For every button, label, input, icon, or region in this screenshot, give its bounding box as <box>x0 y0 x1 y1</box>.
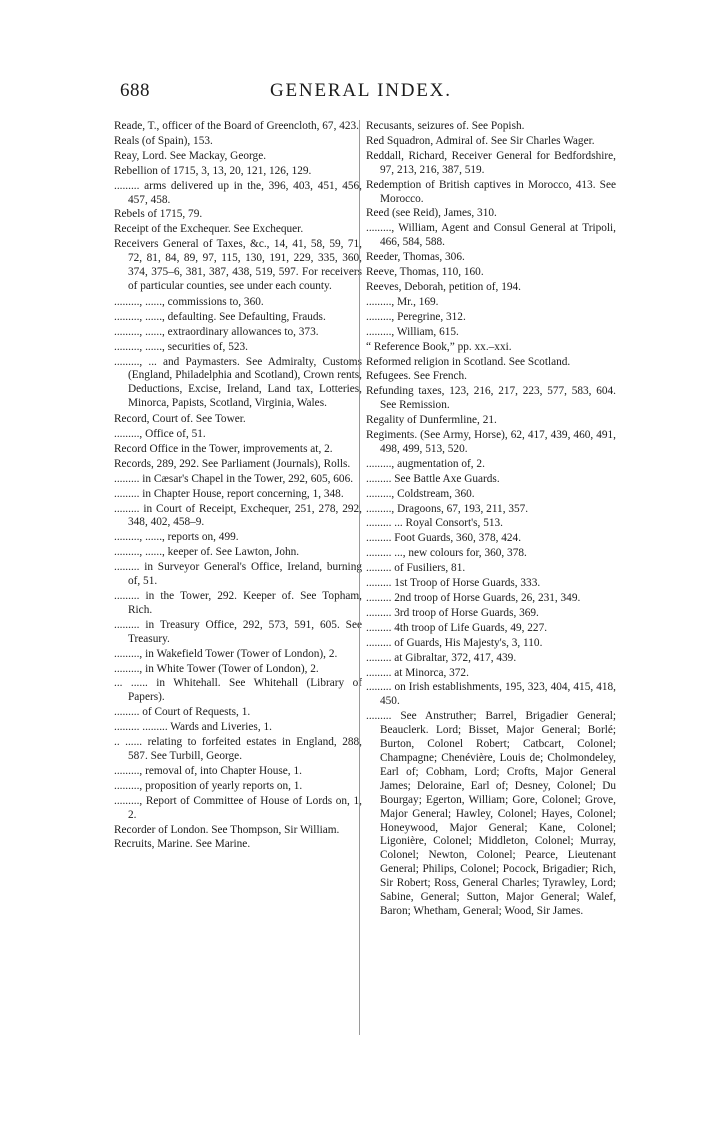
index-entry: ......... ... Royal Consort's, 513. <box>366 517 503 530</box>
index-entry: ......... of Fusiliers, 81. <box>366 562 466 575</box>
index-entry: Reay, Lord. See Mackay, George. <box>114 149 267 162</box>
index-entry: ........., ......, defaulting. See Defaulting, Frauds. <box>114 310 326 323</box>
column-divider <box>359 120 360 1035</box>
index-entry: ......... in Cæsar's Chapel in the Tower, 292, 605, 606. <box>114 472 354 485</box>
index-entry: ........., in Wakefield Tower (Tower of London), 2. <box>114 647 338 660</box>
index-entry: ........., William, Agent and Consul General at Tripoli, 466, 584, 588. <box>366 222 616 249</box>
index-entry: Records, 289, 292. See Parliament (Journals), Rolls. <box>114 457 351 470</box>
index-entry: Rebels of 1715, 79. <box>114 208 203 221</box>
index-entry: ........., Peregrine, 312. <box>366 310 466 323</box>
index-entry: Reformed religion in Scotland. See Scotland. <box>366 355 571 368</box>
index-entry: ......... ......... Wards and Liveries, 1. <box>114 721 272 734</box>
index-entry: ........., removal of, into Chapter House, 1. <box>114 764 302 777</box>
index-entry: ........., Coldstream, 360. <box>366 487 475 500</box>
index-entry: ......... Foot Guards, 360, 378, 424. <box>366 532 522 545</box>
index-entry: ......... 1st Troop of Horse Guards, 333. <box>366 577 541 590</box>
index-entry: ........., Report of Committee of House of Lords on, 1, 2. <box>114 794 362 821</box>
index-entry: Rebellion of 1715, 3, 13, 20, 121, 126, 129. <box>114 164 312 177</box>
index-entry: ........., in White Tower (Tower of London), 2. <box>114 662 319 675</box>
index-entry: ........., augmentation of, 2. <box>366 457 485 470</box>
index-entry: ......... arms delivered up in the, 396, 403, 451, 456, 457, 458. <box>114 179 362 206</box>
index-entry: ......... of Guards, His Majesty's, 3, 110. <box>366 636 543 649</box>
index-entry: Reeves, Deborah, petition of, 194. <box>366 280 521 293</box>
index-column-left <box>114 120 362 853</box>
index-entry: ......... at Minorca, 372. <box>366 666 469 679</box>
index-entry: Reddall, Richard, Receiver General for Bedfordshire, 97, 213, 216, 387, 519. <box>366 149 616 176</box>
index-entry: Recorder of London. See Thompson, Sir William. <box>114 823 340 836</box>
index-entry: ......... on Irish establishments, 195, 323, 404, 415, 418, 450. <box>366 681 616 708</box>
index-entry: “ Reference Book,” pp. xx.–xxi. <box>366 340 512 353</box>
running-title: GENERAL INDEX. <box>270 80 452 101</box>
index-entry: ........., ......, keeper of. See Lawton, John. <box>114 546 300 559</box>
index-entry: Reeve, Thomas, 110, 160. <box>366 266 484 279</box>
index-column-right <box>366 120 616 921</box>
index-entry: Reade, T., officer of the Board of Greencloth, 67, 423. <box>114 120 360 132</box>
index-entry: ......... of Court of Requests, 1. <box>114 706 251 719</box>
index-entry: ......... in Treasury Office, 292, 573, 591, 605. See Treasury. <box>114 618 362 645</box>
index-entry: Record, Court of. See Tower. <box>114 413 246 426</box>
index-entry: Receipt of the Exchequer. See Exchequer. <box>114 223 304 236</box>
index-entry: ......... ..., new colours for, 360, 378. <box>366 547 527 560</box>
index-entry: Recusants, seizures of. See Popish. <box>366 120 525 132</box>
index-entry: ......... 2nd troop of Horse Guards, 26, 231, 349. <box>366 592 581 604</box>
page-number: 688 <box>120 80 150 101</box>
index-entry: Reeder, Thomas, 306. <box>366 251 465 264</box>
index-entry: ........., Office of, 51. <box>114 428 206 441</box>
index-entry: ......... in Court of Receipt, Exchequer, 251, 278, 292, 348, 402, 458–9. <box>114 502 362 529</box>
page-header <box>120 80 660 110</box>
index-entry: Refunding taxes, 123, 216, 217, 223, 577, 583, 604. See Remission. <box>366 385 616 412</box>
index-entry: ........., Mr., 169. <box>366 295 439 308</box>
index-entry: ......... in Chapter House, report concerning, 1, 348. <box>114 487 344 500</box>
index-entry: ... ...... in Whitehall. See Whitehall (Library of Papers). <box>114 677 362 704</box>
index-entry: Receivers General of Taxes, &c., 14, 41, 58, 59, 71, 72, 81, 84, 89, 97, 115, 130, 191, 229, 335, 360, 374, 375–6, 381, 387, 438, 519, 597. For receivers of particular counties, see under each county. <box>114 238 362 292</box>
index-entry: ........., ......, extraordinary allowances to, 373. <box>114 325 319 338</box>
index-entry: ........., Dragoons, 67, 193, 211, 357. <box>366 502 529 515</box>
index-entry: ........., William, 615. <box>366 325 459 338</box>
index-entry: ......... 3rd troop of Horse Guards, 369. <box>366 606 539 619</box>
index-entry: Record Office in the Tower, improvements at, 2. <box>114 442 333 455</box>
index-entry: ........., proposition of yearly reports on, 1. <box>114 779 303 792</box>
index-entry: ........., ... and Paymasters. See Admiralty, Customs (England, Philadelphia and Scotland), Crown rents, Deductions, Excise, Ireland, Land tax, Lotteries, Minorca, Papists, Scotland, Virginia, Wales. <box>114 355 362 410</box>
index-entry: Reed (see Reid), James, 310. <box>366 207 497 220</box>
index-entry: ........., ......, reports on, 499. <box>114 531 239 544</box>
index-entry: Regality of Dunfermline, 21. <box>366 414 497 427</box>
index-entry: ......... in the Tower, 292. Keeper of. See Topham, Rich. <box>114 590 362 616</box>
index-entry: ......... See Battle Axe Guards. <box>366 472 500 485</box>
index-entry: ......... in Surveyor General's Office, Ireland, burning of, 51. <box>114 561 362 588</box>
index-entry: ........., ......, commissions to, 360. <box>114 295 264 308</box>
index-entry: Recruits, Marine. See Marine. <box>114 838 251 851</box>
index-entry: .. ...... relating to forfeited estates in England, 288, 587. See Turbill, George. <box>114 736 362 762</box>
index-entry: ......... 4th troop of Life Guards, 49, 227. <box>366 621 548 634</box>
index-entry: ......... See Anstruther; Barrel, Brigadier General; Beauclerk. Lord; Bisset, Major General; Borlé; Burton, Colonel Robert; Catbcart, Colonel; Champagne; Chenévière, Louis de; Cholmondeley, Earl of; Cobham, Lord; Crofts, Major General James; Deloraine, Earl of; Desney, Colonel; Du Bourgay; Egerton, William; Gore, Colonel; Grove, Major General; Hawley, Colonel; Hayes, Colonel; Honeywood, Major General; Kane, Colonel; Ligonière, Colonel; Middleton, Colonel; Murray, Colonel; Newton, Colonel; Pearce, Lieutenant General; Philips, Colonel; Pocock, Brigadier; Rich, Sir Robert; Ross, General Charles; Tyrawley, Lord; Sabine, General; Sutton, Major General; Walef, Baron; Whetham, General; Wood, Sir James. <box>366 710 616 917</box>
index-entry: Red Squadron, Admiral of. See Sir Charles Wager. <box>366 134 595 147</box>
index-entry: Regiments. (See Army, Horse), 62, 417, 439, 460, 491, 498, 499, 513, 520. <box>366 429 616 455</box>
index-entry: ......... at Gibraltar, 372, 417, 439. <box>366 651 517 664</box>
index-entry: ........., ......, securities of, 523. <box>114 340 248 353</box>
index-entry: Reals (of Spain), 153. <box>114 134 213 147</box>
index-entry: Refugees. See French. <box>366 370 468 383</box>
index-entry: Redemption of British captives in Morocco, 413. See Morocco. <box>366 178 616 205</box>
